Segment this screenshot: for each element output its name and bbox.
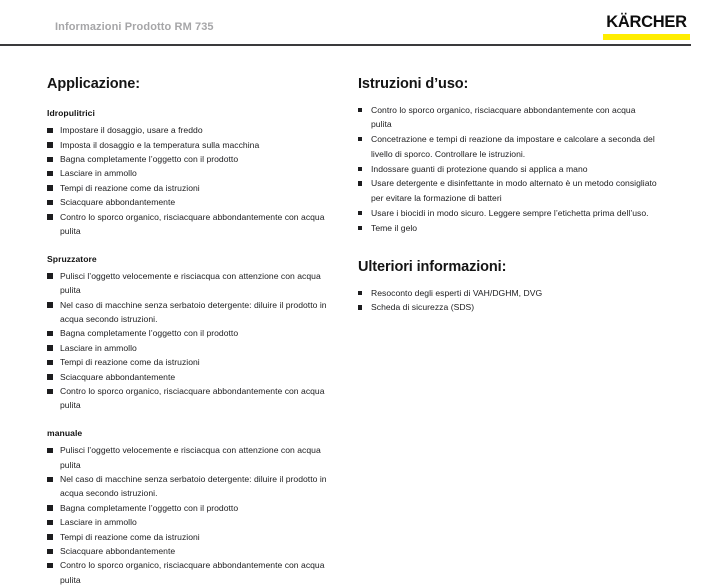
list-item [47,384,337,413]
group-heading-spruzzatore: Spruzzatore [47,253,97,264]
list-item [358,286,658,300]
list-item [358,103,658,132]
bullet-list-istruzioni [358,93,658,235]
list-item [47,341,337,355]
list-item-text: Lasciare in ammollo [60,342,137,353]
list-item [47,298,337,327]
list-item [358,162,658,176]
karcher-wordmark: KÄRCHER [606,13,687,31]
page-header [0,0,707,44]
square-bullet-icon [358,108,362,112]
karcher-logo [603,14,690,40]
list-item [47,269,337,298]
applicazione-heading: Applicazione: [47,76,140,92]
list-item-text: Pulisci l’oggetto velocemente e risciacqua con attenzione con acqua pulita [60,270,321,296]
list-item-text: Usare detergente e disinfettante in modo alternato è un metodo consigliato per evitare la formazione di batteri [371,178,657,203]
list-item-text: Bagna completamente l’oggetto con il prodotto [60,328,239,339]
square-bullet-icon [358,181,362,185]
square-bullet-icon [47,477,53,483]
list-item [47,472,337,501]
bullet-list-manuale [47,438,337,587]
square-bullet-icon [47,171,53,177]
list-item-text[interactable]: Scheda di sicurezza (SDS) [371,302,475,313]
istruzioni-uso-heading: Istruzioni d’uso: [358,76,469,92]
square-bullet-icon [358,291,362,295]
bullet-list-ulteriori [358,276,658,315]
square-bullet-icon [47,345,53,351]
list-item-text: Pulisci l’oggetto velocemente e risciacqua con attenzione con acqua pulita [60,445,321,470]
list-item [47,152,337,166]
square-bullet-icon [47,520,53,526]
square-bullet-icon [47,273,53,279]
square-bullet-icon [47,360,53,366]
group-heading-manuale: manuale [47,427,83,438]
list-item-text: Indossare guanti di protezione quando si applica a mano [371,163,588,174]
list-item-text: Bagna completamente l’oggetto con il prodotto [60,502,239,513]
list-item [47,326,337,340]
bullet-list-idropulitrici [47,118,337,238]
list-item-text: Tempi di reazione come da istruzioni [60,357,200,368]
list-item [47,515,337,529]
square-bullet-icon [47,448,53,454]
list-item-text: Nel caso di macchine senza serbatoio detergente: diluire il prodotto in acqua secondo istruzioni. [60,474,327,499]
square-bullet-icon [47,142,53,148]
list-item [47,138,337,152]
bullet-list-spruzzatore [47,264,337,413]
right-column [358,46,658,315]
list-item-text: Lasciare in ammollo [60,517,137,528]
list-item-text: Concetrazione e tempi di reazione da impostare e calcolare a seconda del livello di sporco. Controllare le istruzioni. [371,134,655,159]
list-item-text[interactable]: Resoconto degli esperti di VAH/DGHM, DVG [371,287,543,298]
page-title: Informazioni Prodotto RM 735 [55,21,214,33]
list-item [47,166,337,180]
list-item [358,221,658,235]
square-bullet-icon [47,185,53,191]
square-bullet-icon [47,534,53,540]
square-bullet-icon [47,331,53,337]
ulteriori-informazioni-heading: Ulteriori informazioni: [358,258,507,275]
karcher-yellow-bar [603,34,690,40]
list-item [358,176,658,205]
square-bullet-icon [47,505,53,511]
square-bullet-icon [47,549,53,555]
square-bullet-icon [358,211,362,215]
list-item-text: Impostare il dosaggio, usare a freddo [60,125,203,136]
square-bullet-icon [47,128,53,134]
list-item-text: Teme il gelo [371,222,418,233]
list-item [47,370,337,384]
list-item [47,558,337,587]
list-item-text: Contro lo sporco organico, risciacquare abbondantemente con acqua pulita [60,211,325,237]
list-item [358,132,658,161]
list-item [47,544,337,558]
list-item [47,443,337,472]
list-item-text: Sciacquare abbondantemente [60,546,176,557]
square-bullet-icon [47,214,53,220]
list-item-text: Imposta il dosaggio e la temperatura sulla macchina [60,139,260,150]
list-item-text: Contro lo sporco organico, risciacquare abbondantemente con acqua pulita [60,560,325,585]
square-bullet-icon [358,305,362,309]
list-item [47,210,337,239]
square-bullet-icon [47,302,53,308]
list-item-text: Usare i biocidi in modo sicuro. Leggere sempre l’etichetta prima dell’uso. [371,207,649,218]
square-bullet-icon [47,200,53,206]
square-bullet-icon [47,563,53,569]
list-item-text: Bagna completamente l’oggetto con il prodotto [60,154,239,165]
square-bullet-icon [358,167,362,171]
group-heading-idropulitrici: Idropulitrici [47,107,95,118]
list-item [358,300,658,314]
list-item-text: Contro lo sporco organico, risciacquare abbondantemente con acqua pulita [60,386,325,411]
list-item-text: Nel caso di macchine senza serbatoio detergente: diluire il prodotto in acqua secondo istruzioni. [60,299,327,325]
left-column [47,46,337,587]
list-item [47,181,337,195]
page-content [0,46,707,585]
list-item [47,355,337,369]
list-item-text: Sciacquare abbondantemente [60,197,176,208]
list-item [47,530,337,544]
list-item [47,195,337,209]
square-bullet-icon [358,137,362,141]
list-item-text: Tempi di reazione come da istruzioni [60,182,200,193]
list-item-text: Tempi di reazione come da istruzioni [60,531,200,542]
list-item-text: Contro lo sporco organico, risciacquare abbondantemente con acqua pulita [371,104,636,130]
list-item [47,123,337,137]
list-item [358,206,658,220]
square-bullet-icon [358,226,362,230]
square-bullet-icon [47,157,53,163]
list-item-text: Sciacquare abbondantemente [60,371,176,382]
square-bullet-icon [47,374,53,380]
list-item-text: Lasciare in ammollo [60,168,137,179]
list-item [47,501,337,515]
square-bullet-icon [47,389,53,395]
